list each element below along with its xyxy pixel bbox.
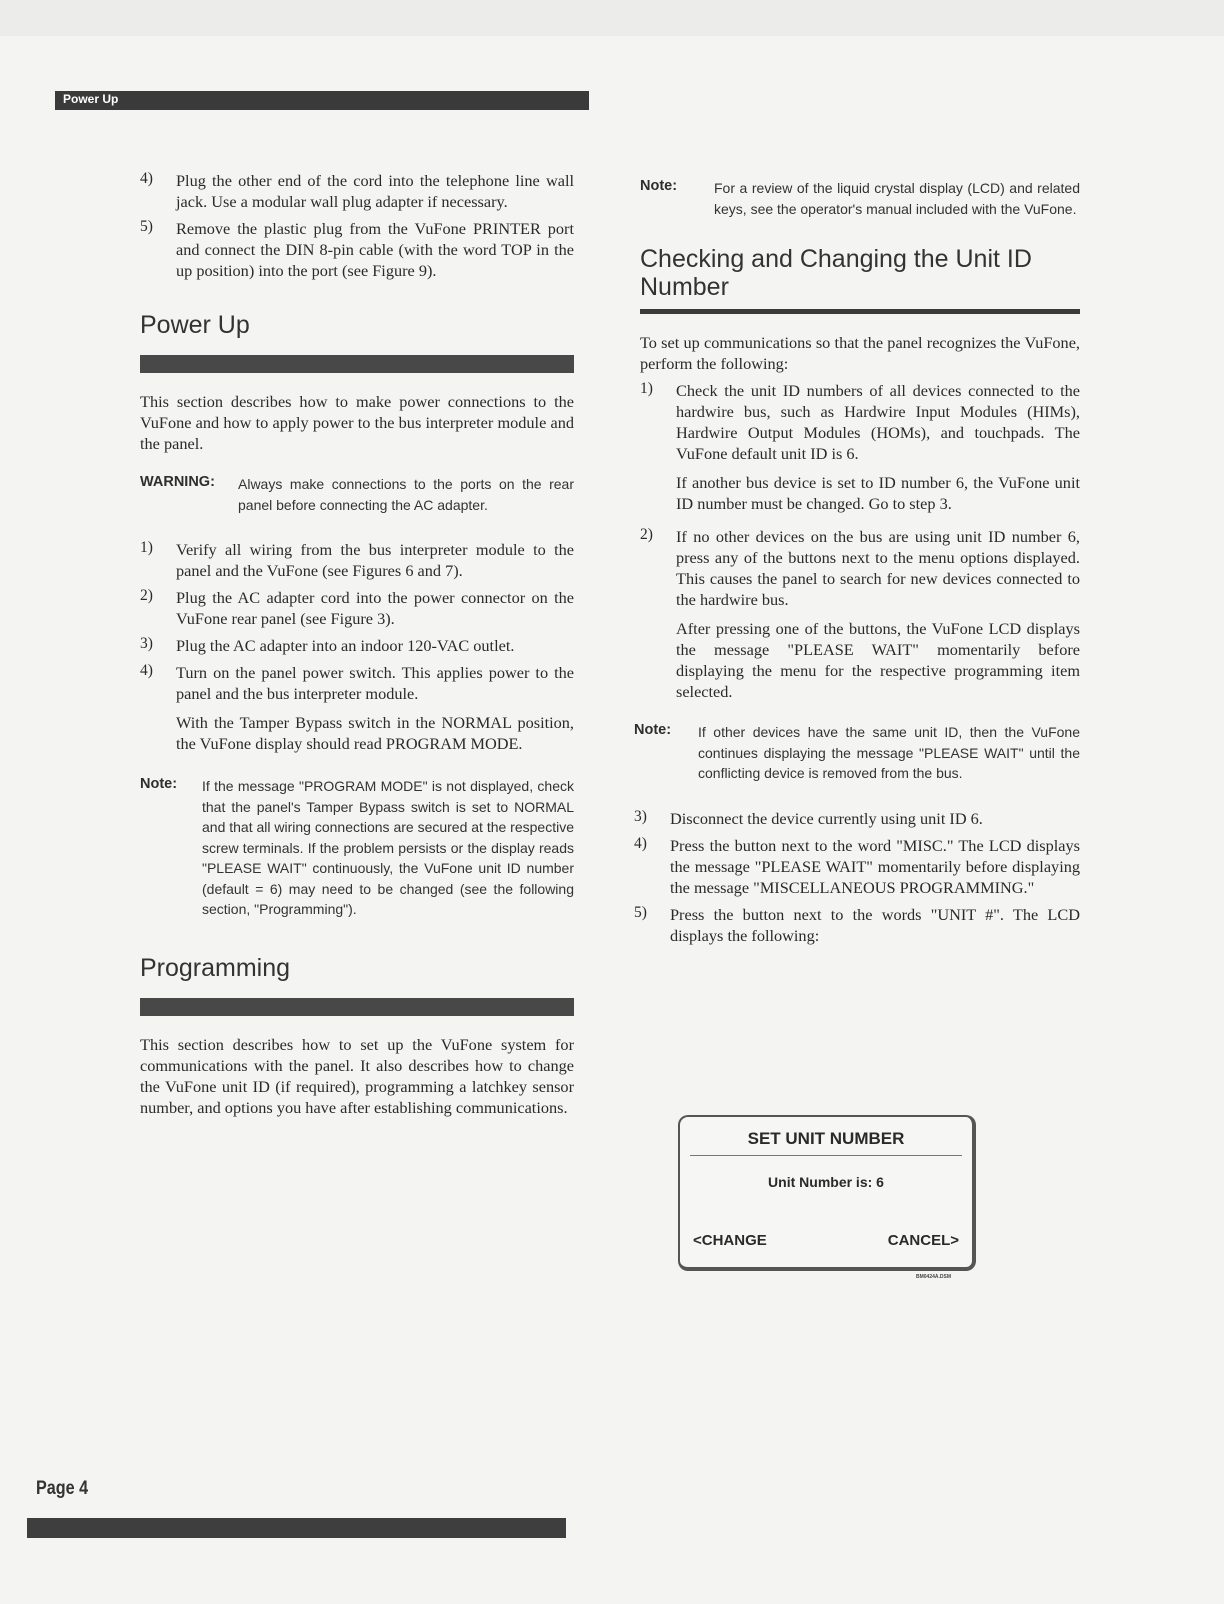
note-text: If other devices have the same unit ID, then the VuFone continues displaying the message "PLEASE WAIT" until the conflicting device is removed from the bus. — [698, 724, 1080, 781]
right-column — [634, 178, 1080, 952]
item-number: 2) — [140, 587, 153, 604]
lcd-title: SET UNIT NUMBER — [747, 1129, 905, 1148]
item-number: 3) — [634, 807, 647, 825]
list-item — [634, 808, 1080, 829]
list-item — [640, 380, 1080, 514]
list-item — [140, 218, 574, 281]
footer-bar — [27, 1518, 566, 1538]
item-text: Plug the AC adapter cord into the power connector on the VuFone rear panel (see Figure 3). — [176, 588, 574, 628]
figure-code: BM0424A.DSM — [916, 1274, 952, 1280]
unit-id-steps-a — [640, 380, 1080, 702]
note-text: If the message "PROGRAM MODE" is not displayed, check that the panel's Tamper Bypass switch is set to NORMAL and that all wiring connections are secured at the respective screw terminals. If the problem persists or the display reads "PLEASE WAIT" continuously, the VuFone unit ID number (default = 6) may need to be changed (see the following section, "Programming"). — [202, 778, 574, 917]
section-rule — [640, 309, 1080, 314]
item-text: If another bus device is set to ID number 6, the VuFone unit ID number must be changed. Go to step 3. — [676, 473, 1080, 513]
note-label: Note: — [640, 178, 678, 194]
warning-label: WARNING: — [140, 474, 215, 490]
intro-list — [140, 170, 574, 281]
section-rule — [140, 998, 574, 1016]
note-text: For a review of the liquid crystal display (LCD) and related keys, see the operator's manual included with the VuFone. — [714, 180, 1080, 217]
item-text: Turn on the panel power switch. This applies power to the panel and the bus interpreter module. — [176, 663, 574, 703]
list-item — [640, 526, 1080, 702]
item-number: 1) — [140, 539, 153, 556]
unit-id-steps-b — [634, 808, 1080, 946]
item-text: If no other devices on the bus are using unit ID number 6, press any of the buttons next to the menu options displayed. This causes the panel to search for new devices connected to the hardwire bus. — [676, 527, 1080, 609]
programming-heading: Programming — [140, 953, 291, 982]
item-number: 1) — [640, 380, 653, 397]
item-number: 5) — [140, 218, 153, 235]
item-text: Check the unit ID numbers of all devices connected to the hardwire bus, such as Hardwire Input Modules (HIMs), Hardwire Output Modules (HOMs), and touchpads. The VuFone default unit ID is 6. — [676, 381, 1080, 463]
page-number: Page 4 — [36, 1478, 89, 1499]
item-number: 5) — [634, 903, 647, 921]
item-number: 2) — [640, 526, 653, 543]
item-number: 4) — [140, 662, 153, 679]
item-text: After pressing one of the buttons, the VuFone LCD displays the message "PLEASE WAIT" momentarily before displaying the menu for the respective programming item selected. — [676, 619, 1080, 701]
power-up-description: This section describes how to make power connections to the VuFone and how to apply power to the bus interpreter module and the panel. — [140, 392, 574, 453]
item-text: With the Tamper Bypass switch in the NORMAL position, the VuFone display should read PROGRAM MODE. — [176, 713, 574, 753]
item-text: Plug the AC adapter into an indoor 120-VAC outlet. — [176, 636, 515, 655]
note-program-mode — [140, 776, 574, 920]
list-item — [140, 539, 574, 581]
warning-note — [140, 474, 574, 515]
header-bar — [55, 91, 589, 110]
list-item — [140, 662, 574, 754]
note-conflict — [634, 722, 1080, 784]
item-text: Press the button next to the words "UNIT #". The LCD displays the following: — [670, 904, 1080, 945]
item-text: Verify all wiring from the bus interpreter module to the panel and the VuFone (see Figures 6 and 7). — [176, 540, 574, 580]
left-column — [140, 170, 574, 1118]
header-section-label: Power Up — [63, 92, 119, 106]
programming-description: This section describes how to set up the VuFone system for communications with the panel. It also describes how to change the VuFone unit ID (if required), programming a latchkey sensor number, and options you have after establishing communications. — [140, 1034, 574, 1117]
list-item — [140, 170, 574, 212]
list-item — [634, 904, 1080, 946]
power-up-steps — [140, 539, 574, 754]
item-text: Disconnect the device currently using unit ID 6. — [670, 808, 983, 828]
section-rule — [140, 355, 574, 373]
item-number: 3) — [140, 635, 153, 652]
item-number: 4) — [140, 170, 153, 187]
unit-id-heading: Checking and Changing the Unit ID Number — [640, 245, 1032, 301]
lcd-cancel-softkey: CANCEL> — [887, 1232, 959, 1249]
note-lcd-review — [640, 178, 1080, 219]
power-up-heading: Power Up — [140, 311, 250, 339]
warning-text: Always make connections to the ports on the rear panel before connecting the AC adapter. — [238, 476, 574, 513]
list-item — [140, 587, 574, 629]
lcd-display-figure — [678, 1115, 976, 1271]
note-label: Note: — [140, 776, 178, 792]
scan-top-margin — [0, 0, 1224, 36]
item-number: 4) — [634, 834, 647, 852]
note-label: Note: — [634, 722, 672, 738]
item-text: Plug the other end of the cord into the telephone line wall jack. Use a modular wall plug adapter if necessary. — [176, 171, 574, 211]
list-item — [634, 835, 1080, 898]
unit-id-intro: To set up communications so that the panel recognizes the VuFone, perform the following: — [640, 333, 1080, 373]
lcd-change-softkey: <CHANGE — [693, 1232, 767, 1249]
item-text: Remove the plastic plug from the VuFone PRINTER port and connect the DIN 8-pin cable (with the word TOP in the up position) into the port (see Figure 9). — [176, 219, 574, 280]
lcd-divider — [690, 1155, 962, 1156]
list-item — [140, 635, 574, 656]
item-text: Press the button next to the word "MISC." The LCD displays the message "PLEASE WAIT" momentarily before displaying the message "MISCELLANEOUS PROGRAMMING." — [670, 835, 1080, 897]
lcd-unit-number: Unit Number is: 6 — [768, 1174, 884, 1190]
